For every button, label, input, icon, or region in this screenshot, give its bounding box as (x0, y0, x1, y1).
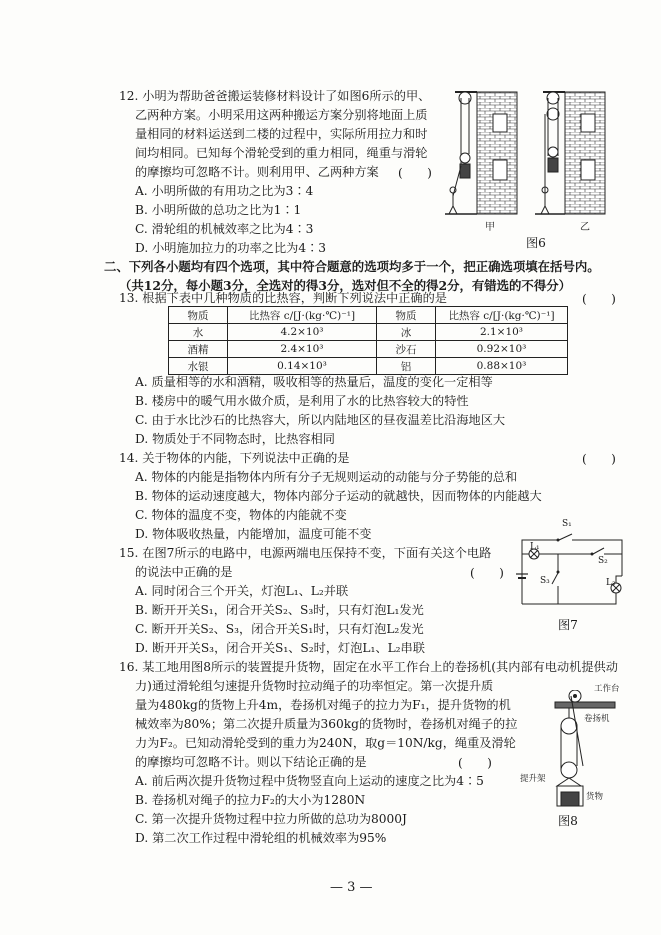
q16-line-2: 力)通过滑轮组匀速提升货物时拉动绳子的功率恒定。第一次提升质 (135, 679, 494, 693)
table-cell: 冰 (377, 324, 436, 341)
q12-option-a: A. 小明所做的有用功之比为3∶4 (135, 184, 314, 198)
q13-answer-paren: ( ) (582, 292, 616, 306)
table-header-cell: 物质 (377, 307, 436, 324)
q14-answer-paren: ( ) (582, 452, 616, 466)
circuit-label-s3: S₃ (540, 576, 550, 586)
figure-6-pulley-diagram (445, 84, 615, 224)
q13-stem: 13. 根据下表中几种物质的比热容，判断下列说法中正确的是 (119, 291, 447, 305)
q14-option-b: B. 物体的运动速度越大，物体内部分子运动的就越快，因而物体的内能越大 (135, 489, 542, 503)
figure-6-label-a: 甲 (485, 222, 495, 233)
q16-option-b: B. 卷扬机对绳子的拉力F₂的大小为1280N (135, 793, 366, 807)
table-cell: 水 (169, 324, 228, 341)
table-cell: 0.14×10³ (228, 358, 377, 375)
q12-option-b: B. 小明所做的总功之比为1∶1 (135, 203, 302, 217)
q13-option-d: D. 物质处于不同物态时，比热容相同 (135, 432, 335, 446)
q16-line-5: 力为F₂。已知动滑轮受到的重力为240N，取g＝10N/kg，绳重及滑轮 (135, 736, 516, 750)
q16-line-1: 16. 某工地用图8所示的装置提升货物，固定在水平工作台上的卷扬机(其内部有电动机提供动 (119, 660, 618, 674)
circuit-label-s2: S₂ (598, 556, 608, 566)
q12-line-3: 量相同的材料运送到二楼的过程中，实际所用拉力和时 (135, 127, 428, 141)
page-number: — 3 — (330, 880, 373, 895)
q16-answer-paren: ( ) (458, 756, 492, 770)
q16-line-3: 量为480kg的货物上升4m，卷扬机对绳子的拉力为F₁，提升货物的机 (135, 698, 511, 712)
table-cell: 沙石 (377, 341, 436, 358)
section-2-instructions: （共12分，每小题3分，全选对的得3分，选对但不全的得2分，有错选的不得分） (119, 278, 571, 293)
table-row (169, 324, 568, 341)
q15-option-b: B. 断开开关S₁，闭合开关S₂、S₃时，只有灯泡L₁发光 (135, 603, 424, 617)
q15-answer-paren: ( ) (470, 566, 504, 580)
figure-6-caption: 图6 (526, 236, 546, 250)
table-cell: 2.4×10³ (228, 341, 377, 358)
table-cell: 0.92×10³ (436, 341, 568, 358)
table-cell: 酒精 (169, 341, 228, 358)
q14-option-d: D. 物体吸收热量，内能增加，温度可能不变 (135, 527, 372, 541)
q12-line-4: 间均相同。已知每个滑轮受到的重力相同，绳重与滑轮 (135, 146, 428, 160)
figure-7-circuit-diagram (512, 526, 630, 616)
table-cell: 2.1×10³ (436, 324, 568, 341)
table-row (169, 358, 568, 375)
q14-option-c: C. 物体的温度不变，物体的内能就不变 (135, 508, 347, 522)
q13-option-a: A. 质量相等的水和酒精，吸收相等的热量后，温度的变化一定相等 (135, 375, 493, 389)
table-header-cell: 比热容 c/[J·(kg·℃)⁻¹] (436, 307, 568, 324)
figure-6-label-b: 乙 (580, 222, 590, 233)
q12-line-5: 的摩擦均可忽略不计。则利用甲、乙两种方案 (135, 165, 379, 179)
figure-8-label-cargo: 货物 (586, 792, 604, 802)
q16-line-4: 械效率为80%；第二次提升质量为360kg的货物时，卷扬机对绳子的拉 (135, 717, 518, 731)
figure-8-label-platform: 工作台 (594, 684, 620, 694)
table-header-cell: 物质 (169, 307, 228, 324)
q12-answer-paren: ( ) (398, 166, 432, 180)
figure-7-caption: 图7 (558, 618, 578, 632)
figure-8-label-frame: 提升架 (520, 774, 546, 784)
q13-option-b: B. 楼房中的暖气用水做介质，是利用了水的比热容较大的特性 (135, 394, 469, 408)
q12-line-1: 12. 小明为帮助爸爸搬运装修材料设计了如图6所示的甲、 (119, 89, 431, 103)
table-header-row (169, 307, 568, 324)
q12-line-2: 乙两种方案。小明采用这两种搬运方案分别将地面上质 (135, 108, 428, 122)
table-row (169, 341, 568, 358)
q14-stem: 14. 关于物体的内能，下列说法中正确的是 (119, 451, 350, 465)
circuit-label-l2: L₂ (606, 578, 616, 588)
table-cell: 水银 (169, 358, 228, 375)
q15-line-1: 15. 在图7所示的电路中，电源两端电压保持不变，下面有关这个电路 (119, 546, 492, 560)
table-cell: 铝 (377, 358, 436, 375)
q16-line-6: 的摩擦均可忽略不计。则以下结论正确的是 (135, 755, 367, 769)
table-cell: 0.88×10³ (436, 358, 568, 375)
q15-option-d: D. 断开开关S₃，闭合开关S₁、S₂时，灯泡L₁、L₂串联 (135, 641, 425, 655)
circuit-label-l1: L₁ (530, 542, 540, 552)
q16-option-c: C. 第一次提升货物过程中拉力所做的总功为8000J (135, 812, 407, 826)
specific-heat-table (168, 306, 568, 375)
q12-option-c: C. 滑轮组的机械效率之比为4∶3 (135, 222, 314, 236)
q14-option-a: A. 物体的内能是指物体内所有分子无规则运动的动能与分子势能的总和 (135, 470, 518, 484)
q15-line-2: 的说法中正确的是 (135, 565, 233, 579)
figure-8-caption: 图8 (558, 814, 578, 828)
q16-option-d: D. 第二次工作过程中滑轮组的机械效率为95% (135, 831, 387, 845)
q15-option-c: C. 断开开关S₂、S₃，闭合开关S₁时，只有灯泡L₂发光 (135, 622, 424, 636)
figure-8-label-winch: 卷扬机 (584, 714, 610, 724)
q12-option-d: D. 小明施加拉力的功率之比为4∶3 (135, 241, 327, 255)
table-cell: 4.2×10³ (228, 324, 377, 341)
q15-option-a: A. 同时闭合三个开关，灯泡L₁、L₂并联 (135, 584, 349, 598)
table-header-cell: 比热容 c/[J·(kg·℃)⁻¹] (228, 307, 377, 324)
q16-option-a: A. 前后两次提升货物过程中货物竖直向上运动的速度之比为4∶5 (135, 774, 484, 788)
q13-option-c: C. 由于水比沙石的比热容大，所以内陆地区的昼夜温差比沿海地区大 (135, 413, 506, 427)
circuit-label-s1: S₁ (562, 519, 572, 529)
section-2-heading: 二、下列各小题均有四个选项，其中符合题意的选项均多于一个，把正确选项填在括号内。 (104, 259, 600, 274)
